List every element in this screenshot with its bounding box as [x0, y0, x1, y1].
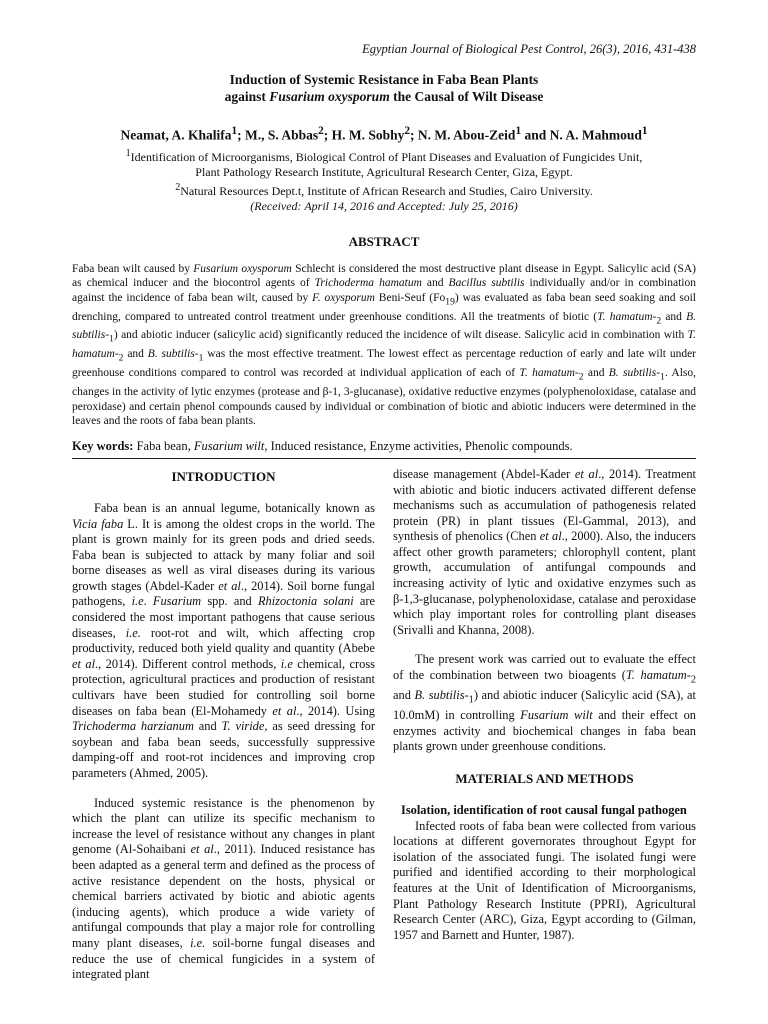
intro-paragraph-3: disease management (Abdel-Kader et al., 2014). Treatment with abiotic and biotic inducers activated different defense mechanisms such as accumulation of pathogenesis related protein (PR) in plant tissues (El-Gammal, 2013), and synthesis of phenolics (Chen et al., 2000). Also, the inducers affect other growth parameters; chlorophyll content, plant growth, accumulation of antifungal compounds and increasing activity of lytic and oxidative enzymes such as β-1,3-glucanase, polyphenoloxidase, catalase and peroxidase which play important roles for controlling plant diseases (Srivalli and Khanna, 2008). — [393, 466, 696, 637]
body-columns — [72, 467, 696, 983]
journal-header: Egyptian Journal of Biological Pest Control, 26(3), 2016, 431-438 — [362, 42, 696, 56]
introduction-heading: INTRODUCTION — [171, 468, 276, 484]
abstract-heading: ABSTRACT — [348, 233, 420, 249]
right-column — [393, 467, 696, 983]
affiliation-1-cont: Plant Pathology Research Institute, Agricultural Research Center, Giza, Egypt. — [195, 164, 573, 179]
left-column — [72, 467, 375, 983]
affiliation-2: $^2$Natural Resources Dept.t, Institute of African Research and Studies, Cairo University. — [175, 181, 593, 198]
keywords-line: Key words: Faba bean, Fusarium wilt, Induced resistance, Enzyme activities, Phenolic compounds. — [72, 439, 696, 459]
intro-paragraph-2: Induced systemic resistance is the phenomenon by which the plant can utilize its specific mechanism to increase the level of resistance without any changes in plant genome (Al-Sohaibani et al., 2011). Induced resistance has been adapted as a general term and defined as the process of active resistance dependent on the hosts, physical or chemical barriers activated by biotic and abiotic agents (inducing agents), which produce a wide variety of antifungal compounds that play a major role for controlling many plant diseases, i.e. soil-borne fungal diseases and reduce the use of chemical fungicides in a system of integrated plant — [72, 795, 375, 982]
title-line-1: Induction of Systemic Resistance in Faba Bean Plants — [229, 72, 539, 87]
materials-methods-heading: MATERIALS AND METHODS — [455, 770, 634, 786]
author-list: Neamat, A. Khalifa$^1$; M., S. Abbas$^2$; H. M. Sobhy$^2$; N. M. Abou-Zeid$^1$ and N. A. Mahmoud$^1$ — [120, 125, 648, 143]
abstract-text: Faba bean wilt caused by Fusarium oxysporum Schlecht is considered the most destructive plant disease in Egypt. Salicylic acid (SA) as chemical inducer and the biocontrol agents of Trichoderma hamatum and Bacillus subtilis individually and/or in combination against the incidence of faba bean wilt, caused by F. oxysporum Beni-Seuf $(Fo_{19})$ was evaluated as faba bean seed soaking and soil drenching, compared to untreated control treatment under greenhouse conditions. All the treatments of biotic (T. hamatum-$_2$ and B. subtilis-$_1$) and abiotic inducer (salicylic acid) significantly reduced the incidence of wilt disease. Salicylic acid in combination with T. hamatum-$_2$ and B. subtilis-$_1$ was the most effective treatment. The lowest effect as percentage reduction of early and late wilt under greenhouse conditions compared to control was recorded at individual application of each of T. hamatum-$_2$ and B. subtilis-$_1$. Also, changes in the activity of lytic enzymes (protease and β-1, 3-glucanase), oxidative reductive enzymes (polyphenoloxidase, catalase and peroxidase) and certain phenol compounds caused by individual or combination of biotic and abiotic inducers were determined in the leaves and the roots of faba bean plants. — [72, 262, 697, 428]
isolation-subheading: Isolation, identification of root causal fungal pathogen — [401, 802, 687, 817]
methods-paragraph-1: Infected roots of faba bean were collected from various locations at different governorates throughout Egypt for isolation of the associated fungi. The isolated fungi were purified and identified according to their morphological features at the Unit of Identification of Microorganisms, Plant Pathology Research Institute (PPRI), Agricultural Research Center (ARC), Giza, Egypt according to (Gilman, 1957 and Barnett and Hunter, 1987). — [393, 818, 696, 942]
paper-title: Induction of Systemic Resistance in Faba Bean Plants against Fusarium oxysporum the Causal of Wilt Disease — [224, 72, 544, 104]
affiliation-1: $^1$Identification of Microorganisms, Biological Control of Plant Diseases and Evaluation of Fungicides Unit, — [125, 147, 643, 164]
intro-paragraph-1: Faba bean is an annual legume, botanically known as Vicia faba L. It is among the oldest crops in the world. The plant is grown mainly for its green pods and dried seeds. Faba bean is subjected to attack by many foliar and soil borne diseases as well as viral diseases during its various growth stages (Abdel-Kader et al., 2014). Soil borne fungal pathogens, i.e. Fusarium spp. and Rhizoctonia solani are considered the most important pathogens that cause serious diseases, i.e. root-rot and wilt, which affecting crop productivity, reduced both yield quality and quantity (Abebe et al., 2014). Different control methods, i.e chemical, cross protection, agricultural practices and production of resistant cultivars have been studied for controlling soil borne diseases on faba bean (El-Mohamedy et al., 2014). Using Trichoderma harzianum and T. viride, as seed dressing for soybean and faba bean seeds, successfully suppressive damping-off and root-rot incidences and improving crop parameters (Ahmed, 2005). — [72, 500, 376, 781]
received-dates: (Received: April 14, 2016 and Accepted: July 25, 2016) — [250, 198, 518, 213]
intro-paragraph-4: The present work was carried out to evaluate the effect of the combination between two bioagents (T. hamatum-$_2$ and B. subtilis-$_1$) and abiotic inducer (Salicylic acid (SA), at 10.0mM) in controlling Fusarium wilt and their effect on enzymes activity and biochemical changes in faba bean plants grown under greenhouse conditions. — [393, 652, 696, 754]
